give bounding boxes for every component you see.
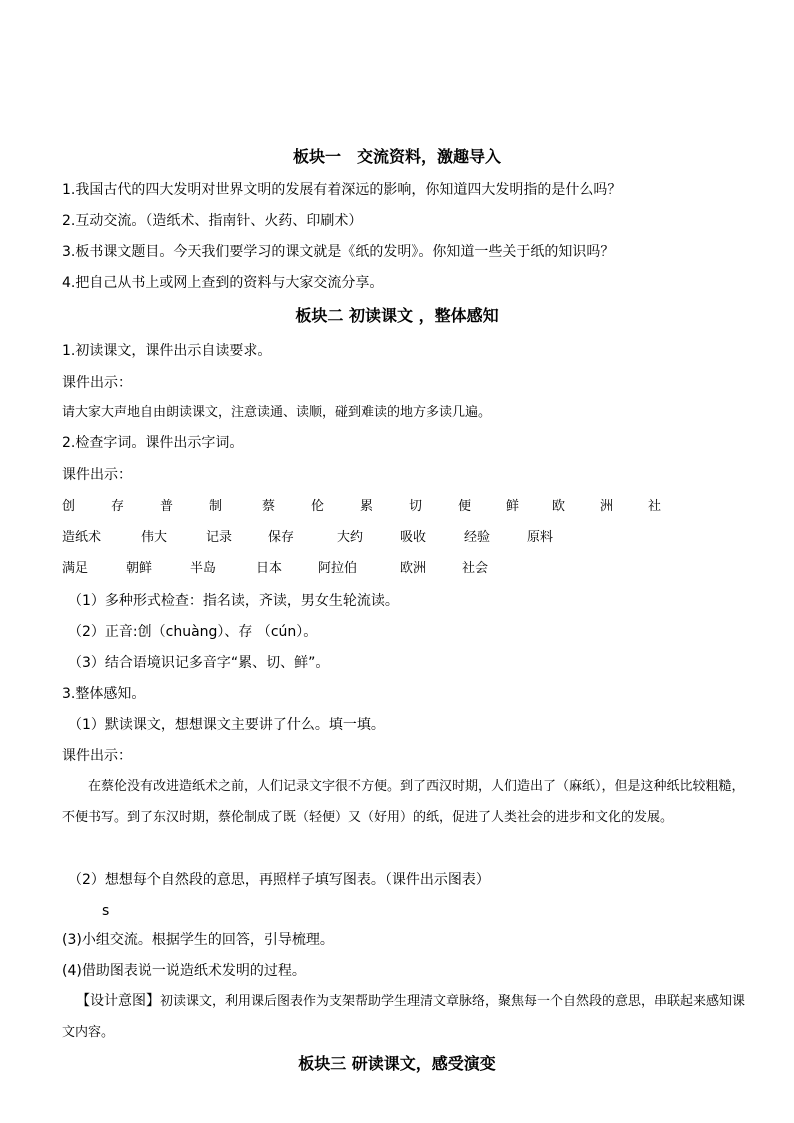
char-item: 便: [458, 499, 472, 514]
check-3: （3）结合语境识记多音字“累、切、鲜”。: [68, 655, 330, 671]
word-item: 社会: [462, 561, 489, 576]
step3-text: 3.整体感知。: [62, 686, 146, 702]
fill-paragraph: 在蔡伦没有改进造纸术之前，人们记录文字很不方便。到了西汉时期，人们造出了（麻纸），但是这种纸比较粗糙，不便书写。到了东汉时期，蔡伦制成了既（轻便）又（好用）的纸，促进了人类社会的进步和文化的发展。: [62, 779, 745, 825]
words-row-2: [62, 559, 752, 579]
word-item: 半岛: [190, 561, 217, 576]
word-item: 造纸术: [62, 530, 102, 545]
word-item: 日本: [256, 561, 283, 576]
design-intent-label: 【设计意图】: [76, 993, 160, 1009]
char-item: 切: [409, 499, 423, 514]
check-2: （2）正音:创（chuàng）、存 （cún）。: [68, 624, 318, 640]
char-item: 鲜: [506, 499, 520, 514]
word-item: 欧洲: [400, 561, 427, 576]
char-item: 欧: [552, 499, 566, 514]
word-item: 大约: [337, 530, 364, 545]
char-item: 蔡: [262, 499, 276, 514]
feel-4: (4)借助图表说一说造纸术发明的过程。: [62, 963, 306, 979]
design-intent-text: 初读课文，利用课后图表作为支架帮助学生理清文章脉络，聚焦每一个自然段的意思，串联起来感知课文内容。: [62, 994, 746, 1040]
design-intent: [62, 986, 752, 1048]
word-item: 朝鲜: [126, 561, 153, 576]
section1-item-4: 4.把自己从书上或网上查到的资料与大家交流分享。: [62, 275, 384, 291]
char-item: 洲: [600, 499, 614, 514]
word-item: 原料: [527, 530, 554, 545]
word-item: 经验: [464, 530, 491, 545]
word-item: 满足: [62, 561, 89, 576]
courseware-label: 课件出示：: [62, 375, 132, 391]
feel-3: (3)小组交流。根据学生的回答，引导梳理。: [62, 932, 334, 948]
word-item: 伟大: [141, 530, 168, 545]
word-item: 保存: [268, 530, 295, 545]
section1-item-2: 2.互动交流。（造纸术、指南针、火药、印刷术）: [62, 213, 363, 229]
word-item: 记录: [206, 530, 233, 545]
word-item: 吸收: [400, 530, 427, 545]
char-item: 创: [62, 499, 76, 514]
read-requirement: 请大家大声地自由朗读课文，注意读通、读顺，碰到难读的地方多读几遍。: [62, 405, 492, 420]
step2-text: 2.检查字词。课件出示字词。: [62, 435, 244, 451]
section1-title: 板块一 交流资料，激趣导入: [292, 147, 501, 166]
feel-2: （2）想想每个自然段的意思，再照样子填写图表。（课件出示图表）: [68, 872, 490, 888]
char-item: 累: [360, 499, 374, 514]
check-1: （1）多种形式检查：指名读，齐读，男女生轮流读。: [68, 593, 399, 609]
chars-row: [62, 497, 752, 517]
word-item: 阿拉伯: [318, 561, 358, 576]
section2-title: 板块二 初读课文 ，整体感知: [295, 306, 499, 325]
char-item: 伦: [311, 499, 325, 514]
char-item: 制: [209, 499, 223, 514]
words-row-1: [62, 528, 752, 548]
char-item: 社: [648, 499, 662, 514]
feel-1: （1）默读课文，想想课文主要讲了什么。填一填。: [68, 717, 385, 733]
section1-item-1: 1.我国古代的四大发明对世界文明的发展有着深远的影响，你知道四大发明指的是什么吗？: [62, 182, 622, 198]
step1-text: 1.初读课文，课件出示自读要求。: [62, 343, 272, 359]
char-item: 普: [160, 499, 174, 514]
stray-text: s: [102, 903, 110, 919]
courseware-label: 课件出示：: [62, 467, 132, 483]
section3-title: 板块三 研读课文，感受演变: [298, 1054, 496, 1073]
char-item: 存: [111, 499, 125, 514]
section1-item-3: 3.板书课文题目。今天我们要学习的课文就是《纸的发明》。你知道一些关于纸的知识吗？: [62, 244, 615, 260]
courseware-label: 课件出示：: [62, 748, 132, 764]
